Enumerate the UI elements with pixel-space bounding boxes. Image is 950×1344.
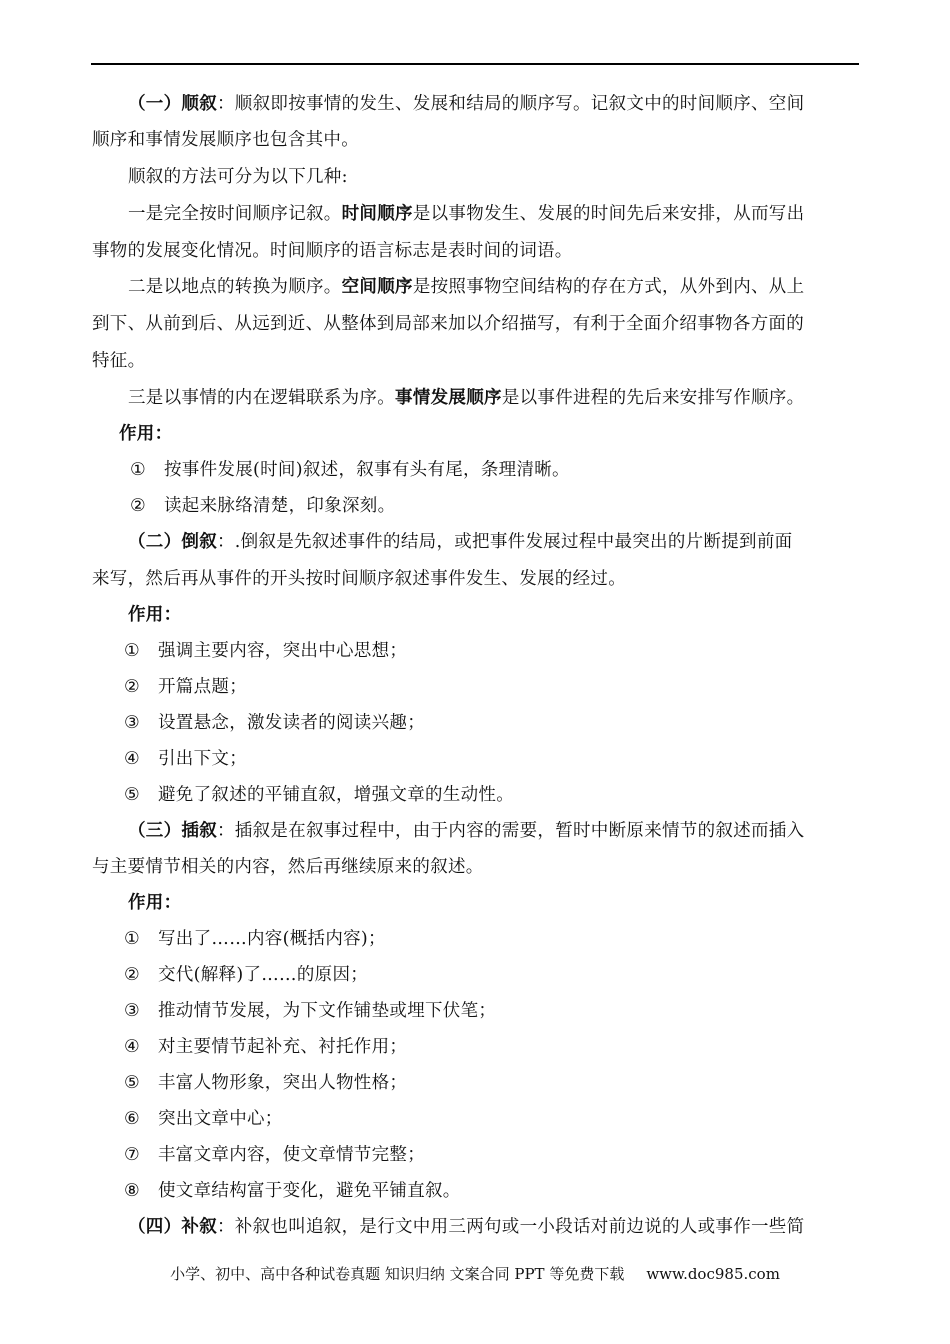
list-text: 开篇点题；: [158, 677, 247, 697]
s1-p1: [128, 204, 804, 224]
term-space-order: 空间顺序: [341, 277, 413, 297]
list-item: [124, 1145, 425, 1165]
s2-heading: （二）倒叙: [128, 532, 217, 552]
list-text: 推动情节发展，为下文作铺垫或埋下伏笔；: [158, 1001, 497, 1021]
list-text: 交代(解释)了……的原因；: [158, 965, 369, 985]
s3-heading-line: [128, 821, 804, 841]
list-item: [124, 1109, 283, 1129]
s3-heading: （三）插叙: [128, 821, 217, 841]
list-text: 写出了……内容(概括内容)；: [158, 929, 386, 949]
s1-text-a: ：顺叙即按事情的发生、发展和结局的顺序写。记叙文中的时间顺序、空间: [217, 94, 805, 114]
s4-text-a: ：补叙也叫追叙，是行文中用三两句或一小段话对前边说的人或事作一些简: [217, 1217, 805, 1237]
list-text: 按事件发展(时间)叙述，叙事有头有尾，条理清晰。: [164, 460, 570, 480]
s1-p2: [128, 277, 804, 297]
s1-p1-c: 事物的发展变化情况。时间顺序的语言标志是表时间的词语。: [92, 241, 573, 261]
s1-p3: [128, 388, 804, 408]
term-event-order: 事情发展顺序: [395, 388, 502, 408]
s3-effect-label: 作用：: [128, 893, 182, 913]
list-item: [130, 496, 395, 516]
list-item: [124, 641, 407, 661]
list-number: ③: [124, 713, 140, 733]
s1-text-b: 顺序和事情发展顺序也包含其中。: [92, 130, 359, 150]
list-text: 使文章结构富于变化，避免平铺直叙。: [158, 1181, 461, 1201]
list-item: [124, 1073, 407, 1093]
list-item: [124, 965, 368, 985]
s2-effect-label: 作用：: [128, 605, 182, 625]
s3-text-b: 与主要情节相关的内容，然后再继续原来的叙述。: [92, 857, 484, 877]
s1-heading-line: [128, 94, 804, 114]
s1-intro: 顺叙的方法可分为以下几种:: [128, 167, 348, 187]
s1-p2-a: 二是以地点的转换为顺序。: [128, 277, 342, 297]
list-number: ⑧: [124, 1181, 140, 1201]
list-item: [124, 785, 514, 805]
list-item: [124, 677, 247, 697]
s1-p1-b: 是以事物发生、发展的时间先后来安排，从而写出: [412, 204, 805, 224]
s4-heading: （四）补叙: [128, 1217, 217, 1237]
list-number: ⑥: [124, 1109, 140, 1129]
list-number: ⑤: [124, 785, 140, 805]
list-item: [124, 749, 247, 769]
list-number: ⑦: [124, 1145, 140, 1165]
list-number: ⑤: [124, 1073, 140, 1093]
s2-heading-line: [128, 532, 792, 552]
s1-p2-b: 是按照事物空间结构的存在方式，从外到内、从上: [412, 277, 805, 297]
header-rule: [91, 63, 859, 65]
list-number: ①: [124, 641, 140, 661]
list-text: 对主要情节起补充、衬托作用；: [158, 1037, 408, 1057]
list-text: 丰富文章内容，使文章情节完整；: [158, 1145, 425, 1165]
list-item: [124, 1181, 461, 1201]
list-number: ②: [130, 496, 146, 516]
s1-p1-a: 一是完全按时间顺序记叙。: [128, 204, 342, 224]
s2-text-b: 来写，然后再从事件的开头按时间顺序叙述事件发生、发展的经过。: [92, 569, 626, 589]
s1-p2-d: 特征。: [92, 351, 146, 371]
s2-text-a: ：.倒叙是先叙述事件的结局，或把事件发展过程中最突出的片断提到前面: [217, 532, 793, 552]
s1-heading: （一）顺叙: [128, 94, 217, 114]
s1-p2-c: 到下、从前到后、从远到近、从整体到局部来加以介绍描写，有利于全面介绍事物各方面的: [92, 314, 804, 334]
list-text: 强调主要内容，突出中心思想；: [158, 641, 408, 661]
list-item: [124, 929, 386, 949]
term-time-order: 时间顺序: [341, 204, 413, 224]
list-text: 读起来脉络清楚，印象深刻。: [164, 496, 396, 516]
s1-p3-b: 是以事件进程的先后来安排写作顺序。: [501, 388, 805, 408]
list-text: 引出下文；: [158, 749, 247, 769]
list-item: [124, 1037, 407, 1057]
list-text: 丰富人物形象，突出人物性格；: [158, 1073, 408, 1093]
footer-text: 小学、初中、高中各种试卷真题 知识归纳 文案合同 PPT 等免费下载: [170, 1265, 625, 1283]
list-number: ④: [124, 1037, 140, 1057]
s1-p3-a: 三是以事情的内在逻辑联系为序。: [128, 388, 395, 408]
list-item: [130, 460, 570, 480]
list-number: ③: [124, 1001, 140, 1021]
list-item: [124, 713, 425, 733]
footer-url[interactable]: www.doc985.com: [646, 1265, 780, 1283]
s3-text-a: ：插叙是在叙事过程中，由于内容的需要，暂时中断原来情节的叙述而插入: [217, 821, 805, 841]
list-number: ①: [130, 460, 146, 480]
s1-effect-label: 作用：: [119, 424, 173, 444]
list-number: ④: [124, 749, 140, 769]
list-number: ②: [124, 677, 140, 697]
list-number: ②: [124, 965, 140, 985]
list-number: ①: [124, 929, 140, 949]
s4-heading-line: [128, 1217, 804, 1237]
list-item: [124, 1001, 496, 1021]
list-text: 设置悬念，激发读者的阅读兴趣；: [158, 713, 425, 733]
page-footer: [0, 1263, 950, 1284]
list-text: 突出文章中心；: [158, 1109, 283, 1129]
list-text: 避免了叙述的平铺直叙，增强文章的生动性。: [158, 785, 514, 805]
